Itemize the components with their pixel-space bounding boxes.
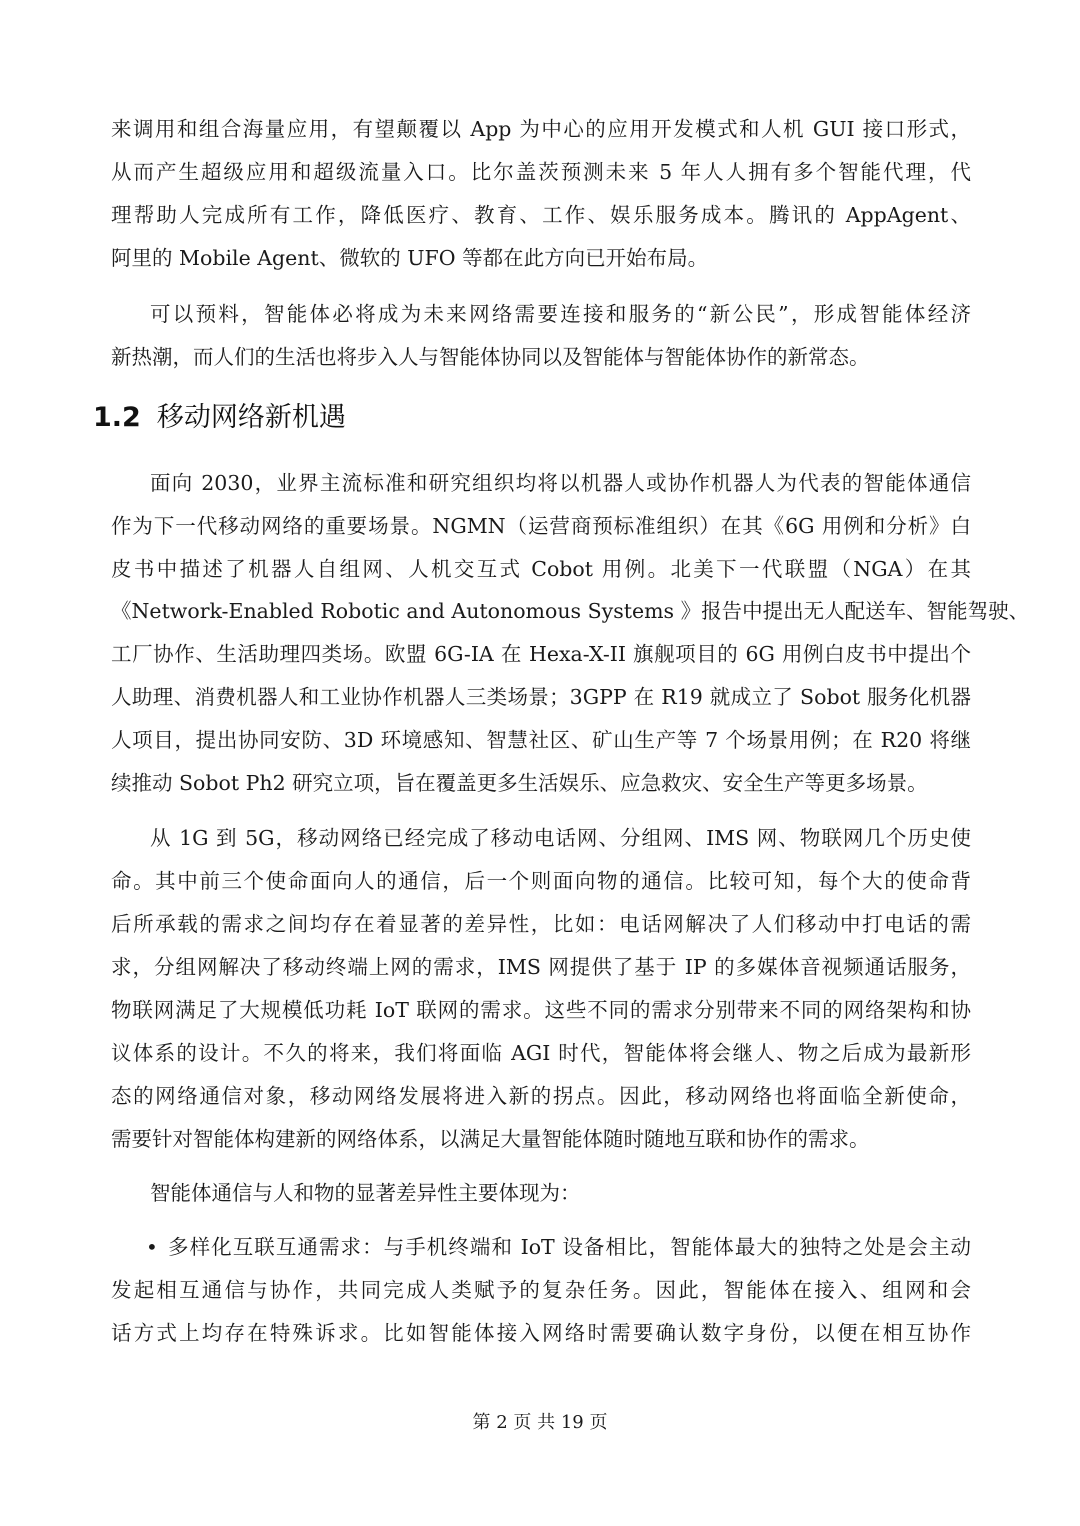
text-line: 智能体通信与人和物的显著差异性主要体现为：	[150, 1181, 581, 1205]
text-line: 人项目，提出协同安防、3D 环境感知、智慧社区、矿山生产等 7 个场景用例；在 R20 将继	[111, 728, 971, 752]
text-line: 新热潮，而人们的生活也将步入人与智能体协同以及智能体与智能体协作的新常态。	[111, 345, 870, 369]
text-line: 皮书中描述了机器人自组网、人机交互式 Cobot 用例。北美下一代联盟（NGA）在其	[111, 557, 971, 581]
section-title: 移动网络新机遇	[156, 402, 346, 433]
text-line: 话方式上均存在特殊诉求。比如智能体接入网络时需要确认数字身份，以便在相互协作	[111, 1321, 971, 1345]
text-line: 物联网满足了大规模低功耗 IoT 联网的需求。这些不同的需求分别带来不同的网络架构和协	[111, 998, 971, 1022]
section-number: 1.2	[93, 402, 141, 433]
text-line: 工厂协作、生活助理四类场。欧盟 6G-IA 在 Hexa-X-II 旗舰项目的 6G 用例白皮书中提出个	[111, 642, 971, 666]
text-line: 发起相互通信与协作，共同完成人类赋予的复杂任务。因此，智能体在接入、组网和会	[111, 1278, 971, 1302]
text-line: 人助理、消费机器人和工业协作机器人三类场景；3GPP 在 R19 就成立了 Sobot 服务化机器	[111, 685, 971, 709]
text-line: 来调用和组合海量应用，有望颠覆以 App 为中心的应用开发模式和人机 GUI 接口形式，	[111, 117, 971, 141]
text-line: 《Network-Enabled Robotic and Autonomous Systems 》报告中提出无人配送车、智能驾驶、	[111, 599, 1030, 623]
text-line: 可以预料，智能体必将成为未来网络需要连接和服务的“新公民”，形成智能体经济	[150, 302, 971, 326]
text-line: 态的网络通信对象，移动网络发展将进入新的拐点。因此，移动网络也将面临全新使命，	[111, 1084, 971, 1108]
text-line: 议体系的设计。不久的将来，我们将面临 AGI 时代，智能体将会继人、物之后成为最新形	[111, 1041, 971, 1065]
text-line: 理帮助人完成所有工作，降低医疗、教育、工作、娱乐服务成本。腾讯的 AppAgent、	[111, 203, 971, 227]
section-heading	[93, 394, 346, 442]
text-line: 阿里的 Mobile Agent、微软的 UFO 等都在此方向已开始布局。	[111, 246, 709, 270]
page-footer: 第 2 页 共 19 页	[472, 1412, 608, 1433]
text-line: 多样化互联互通需求：与手机终端和 IoT 设备相比，智能体最大的独特之处是会主动	[168, 1235, 971, 1259]
text-line: 从而产生超级应用和超级流量入口。比尔盖茨预测未来 5 年人人拥有多个智能代理，代	[111, 160, 971, 184]
text-line: 命。其中前三个使命面向人的通信，后一个则面向物的通信。比较可知，每个大的使命背	[111, 869, 971, 893]
text-line: 后所承载的需求之间均存在着显著的差异性，比如：电话网解决了人们移动中打电话的需	[111, 912, 971, 936]
text-line: 需要针对智能体构建新的网络体系，以满足大量智能体随时随地互联和协作的需求。	[111, 1127, 870, 1151]
text-line: 面向 2030，业界主流标准和研究组织均将以机器人或协作机器人为代表的智能体通信	[150, 471, 971, 495]
text-line: 从 1G 到 5G，移动网络已经完成了移动电话网、分组网、IMS 网、物联网几个历史使	[150, 826, 971, 850]
bullet-icon: •	[146, 1235, 158, 1259]
text-line: 求，分组网解决了移动终端上网的需求，IMS 网提供了基于 IP 的多媒体音视频通话服务，	[111, 955, 971, 979]
text-line: 续推动 Sobot Ph2 研究立项，旨在覆盖更多生活娱乐、应急救灾、安全生产等更多场景。	[111, 771, 928, 795]
text-line: 作为下一代移动网络的重要场景。NGMN（运营商预标准组织）在其《6G 用例和分析》白	[111, 514, 971, 538]
